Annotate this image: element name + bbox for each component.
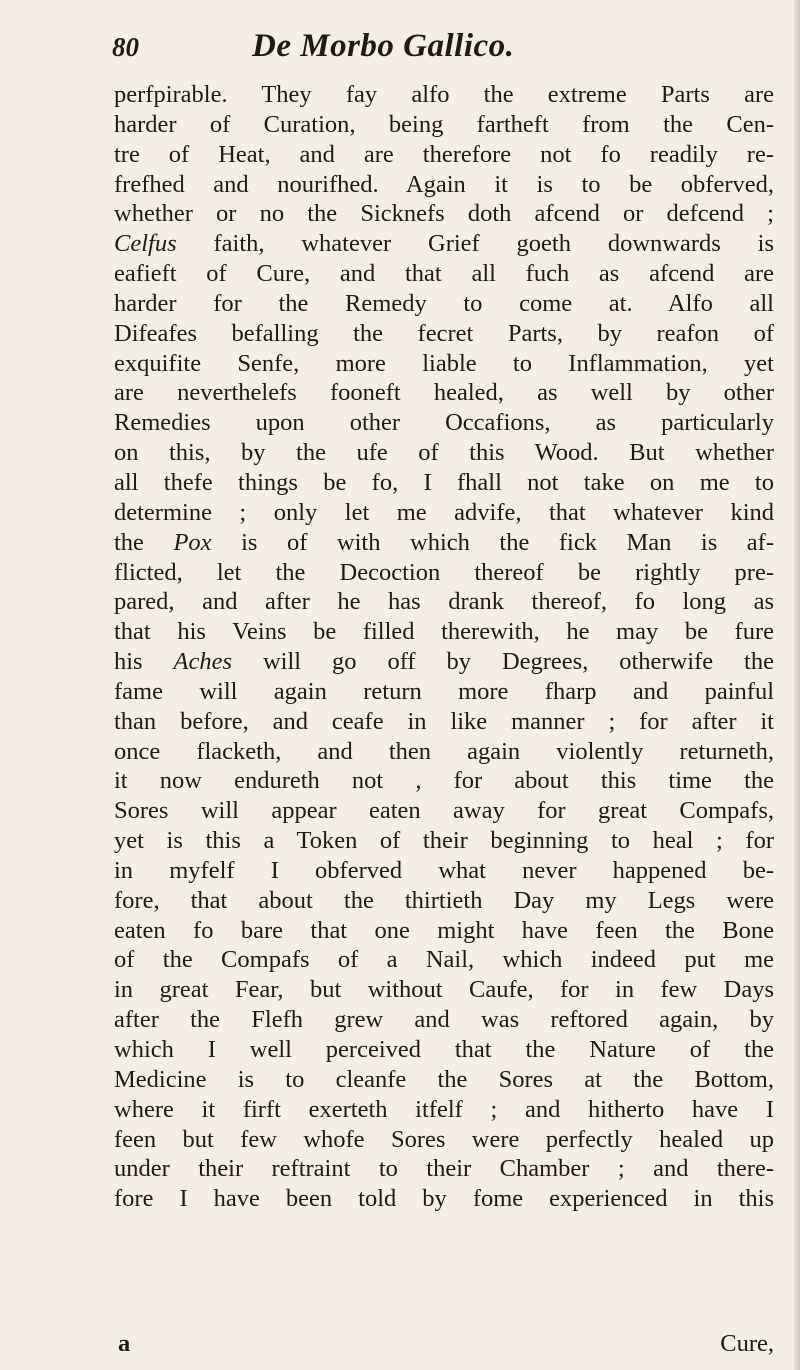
body-text [114, 80, 774, 1214]
text-line: that his Veins be filled therewith, he may be fure [114, 618, 774, 646]
text-line: Celfus faith, whatever Grief goeth downwards is [114, 230, 774, 258]
page-edge-shadow [794, 0, 800, 1370]
text-line: fame will again return more fharp and painful [114, 677, 774, 705]
text-line: whether or no the Sicknefs doth afcend or defcend ; [114, 200, 774, 228]
text-line: Difeafes befalling the fecret Parts, by reafon of [114, 319, 774, 347]
text-line: where it firft exerteth itfelf ; and hitherto have I [114, 1095, 774, 1123]
text-line: his Aches will go off by Degrees, otherwife the [114, 648, 774, 676]
running-title: De Morbo Gallico. [252, 28, 515, 64]
text-line: yet is this a Token of their beginning to heal ; for [114, 827, 774, 855]
text-line: Medicine is to cleanfe the Sores at the Bottom, [114, 1065, 774, 1093]
text-line: perfpirable. They fay alfo the extreme Parts are [114, 81, 774, 108]
text-line: in great Fear, but without Caufe, for in few Days [114, 976, 774, 1004]
text-line: which I well perceived that the Nature of the [114, 1036, 774, 1063]
text-line: harder of Curation, being fartheft from the Cen- [114, 110, 774, 138]
text-line: fore, that about the thirtieth Day my Legs were [114, 886, 774, 914]
text-line: of the Compafs of a Nail, which indeed put me [114, 946, 774, 974]
text-line: fore I have been told by fome experienced in this [114, 1185, 774, 1213]
text-line: once flacketh, and then again violently returneth, [114, 737, 774, 765]
text-line: it now endureth not , for about this time the [114, 767, 774, 795]
text-line: on this, by the ufe of this Wood. But whether [114, 439, 774, 467]
text-line: Sores will appear eaten away for great Compafs, [114, 797, 774, 825]
page-number: 80 [112, 32, 139, 62]
text-line: tre of Heat, and are therefore not fo readily re- [114, 140, 774, 168]
text-line: in myfelf I obferved what never happened be- [114, 856, 774, 884]
text-line: flicted, let the Decoction thereof be rightly pre- [114, 558, 774, 586]
signature-mark: a [118, 1330, 131, 1357]
page-footer [114, 1330, 774, 1362]
text-line: eafieft of Cure, and that all fuch as afcend are [114, 260, 774, 288]
text-line: are neverthelefs fooneft healed, as well by other [114, 379, 774, 407]
text-line: eaten fo bare that one might have feen the Bone [114, 916, 774, 944]
text-line: determine ; only let me advife, that whatever kind [114, 498, 774, 526]
text-line: pared, and after he has drank thereof, fo long as [114, 588, 774, 616]
text-line: all thefe things be fo, I fhall not take on me to [114, 468, 774, 496]
text-line: frefhed and nourifhed. Again it is to be obferved, [114, 170, 774, 198]
page-header [112, 28, 712, 72]
text-line: Remedies upon other Occafions, as particularly [114, 409, 774, 437]
text-line: the Pox is of with which the fick Man is af- [114, 528, 774, 556]
text-line: than before, and ceafe in like manner ; for after it [114, 707, 774, 735]
text-line: under their reftraint to their Chamber ; and there- [114, 1155, 774, 1183]
text-line: feen but few whofe Sores were perfectly healed up [114, 1125, 774, 1153]
text-line: exquifite Senfe, more liable to Inflammation, yet [114, 349, 774, 377]
text-line: harder for the Remedy to come at. Alfo all [114, 289, 774, 317]
text-line: after the Flefh grew and was reftored again, by [114, 1006, 774, 1034]
catchword: Cure, [720, 1330, 774, 1357]
